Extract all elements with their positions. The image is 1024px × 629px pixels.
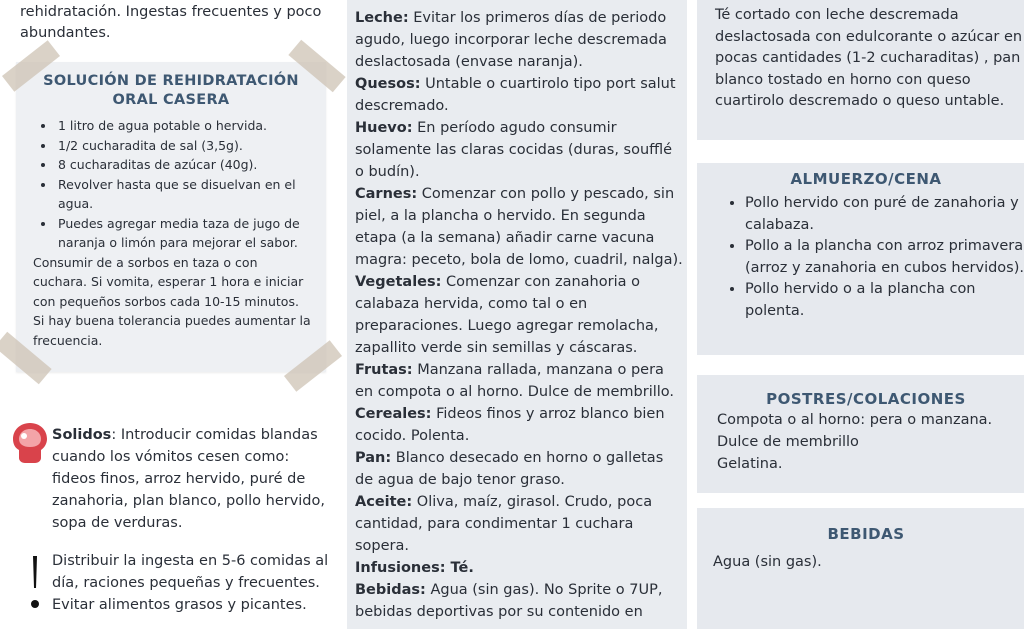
food-list	[355, 7, 683, 623]
food-text: En período agudo consumir solamente las claras cocidas (duras, soufflé o budín).	[355, 120, 673, 180]
food-item-frutas	[355, 359, 683, 403]
food-text: Comenzar con pollo y pescado, sin piel, a la plancha o hervido. En segunda etapa (a la semana) añadir carne vacuna magra: peceto, bola de lomo, cuadril, nalga).	[355, 186, 683, 268]
tip-text: Evitar alimentos grasos y picantes.	[52, 597, 307, 613]
food-label: Bebidas:	[355, 582, 426, 598]
desayuno-title	[697, 0, 1024, 2]
food-label: Leche:	[355, 10, 409, 26]
food-text: Untable o cuartirolo tipo port salut descremado.	[355, 76, 676, 114]
postres-line: Dulce de membrillo	[717, 434, 859, 450]
food-item-quesos	[355, 73, 683, 117]
list-item: • 1 litro de agua potable o hervida.	[56, 116, 326, 136]
food-text: Comenzar con zanahoria o calabaza hervida, como tal o en preparaciones. Luego agregar remolacha, zapallito verde sin semillas y cáscaras.	[355, 274, 659, 356]
postres-line: Gelatina.	[717, 456, 783, 472]
rehydration-title-line1: SOLUCIÓN DE REHIDRATACIÓN	[43, 73, 299, 89]
meat-icon	[10, 420, 50, 464]
food-label: Carnes:	[355, 186, 418, 202]
food-item-leche	[355, 7, 683, 73]
bebidas-title: BEBIDAS	[827, 525, 905, 543]
food-item-bebidas	[355, 579, 683, 623]
exclamation-icon	[30, 554, 40, 610]
rehydration-list	[16, 116, 326, 253]
solidos-text: : Introducir comidas blandas cuando los vómitos cesen como: fideos finos, arroz hervido, puré de zanahoria, plan blanco, pollo hervido, sopa de verduras.	[52, 427, 325, 531]
almuerzo-list	[697, 193, 1024, 322]
right-column	[687, 0, 1024, 629]
tips-block	[52, 550, 342, 616]
list-item: • Pollo hervido o a la plancha con polenta.	[745, 279, 1024, 322]
food-label: Pan:	[355, 450, 392, 466]
almuerzo-card	[697, 163, 1024, 355]
list-item: • Pollo hervido con puré de zanahoria y calabaza.	[745, 193, 1024, 236]
food-label: Huevo:	[355, 120, 413, 136]
food-text: Agua (sin gas). No Sprite o 7UP, bebidas deportivas por su contenido en	[355, 582, 663, 620]
postres-line: Compota o al horno: pera o manzana.	[717, 412, 993, 428]
food-label: Frutas:	[355, 362, 413, 378]
list-item: • Pollo a la plancha con arroz primavera (arroz y zanahoria en cubos hervidos).	[745, 236, 1024, 279]
intro-text: rehidratación. Ingestas frecuentes y poco abundantes.	[20, 4, 322, 41]
rehydration-title-line2: ORAL CASERA	[112, 92, 230, 108]
list-item: • Revolver hasta que se disuelvan en el agua.	[56, 175, 326, 214]
list-item: • 1/2 cucharadita de sal (3,5g).	[56, 136, 326, 156]
food-item-aceite	[355, 491, 683, 557]
solidos-paragraph	[52, 424, 337, 534]
postres-card	[697, 375, 1024, 493]
food-text: Oliva, maíz, girasol. Crudo, poca cantidad, para condimentar 1 cuchara sopera.	[355, 494, 653, 554]
food-label: Quesos:	[355, 76, 421, 92]
food-item-infusiones	[355, 557, 683, 579]
food-text: Blanco desecado en horno o galletas de agua de bajo tenor graso.	[355, 450, 664, 488]
list-item: • Puedes agregar media taza de jugo de naranja o limón para mejorar el sabor.	[56, 214, 326, 253]
food-label: Vegetales:	[355, 274, 442, 290]
bebidas-card	[697, 508, 1024, 629]
food-label: Cereales:	[355, 406, 432, 422]
food-item-cereales	[355, 403, 683, 447]
food-text: Fideos finos y arroz blanco bien cocido. Polenta.	[355, 406, 665, 444]
desayuno-card	[697, 0, 1024, 140]
postres-title: POSTRES/COLACIONES	[766, 390, 966, 408]
food-text: Evitar los primeros días de periodo agudo, luego incorporar leche descremada deslactosada (envase naranja).	[355, 10, 667, 70]
food-label: Infusiones: Té.	[355, 560, 474, 576]
food-item-carnes	[355, 183, 683, 271]
desayuno-text: Té cortado con leche descremada deslactosada con edulcorante o azúcar en pocas cantidades (1-2 cucharaditas) , pan blanco tostado en horno con queso cuartirolo descremado o queso untable.	[715, 7, 1023, 109]
rehydration-note	[16, 62, 326, 372]
list-item: • 8 cucharaditas de azúcar (40g).	[56, 155, 326, 175]
rehydration-title	[16, 72, 326, 110]
food-text: Manzana rallada, manzana o pera en compota o al horno. Dulce de membrillo.	[355, 362, 675, 400]
almuerzo-title: ALMUERZO/CENA	[790, 170, 942, 188]
solidos-label: Solidos	[52, 427, 112, 443]
bebidas-text: Agua (sin gas).	[713, 554, 822, 570]
food-label: Aceite:	[355, 494, 413, 510]
food-item-huevo	[355, 117, 683, 183]
rehydration-instructions: Consumir de a sorbos en taza o con cuchara. Si vomita, esperar 1 hora e iniciar con pequeños sorbos cada 10-15 minutos. Si hay buena tolerancia puedes aumentar la frecuencia.	[33, 254, 311, 348]
left-column	[0, 0, 345, 629]
food-item-pan	[355, 447, 683, 491]
tip-text: Distribuir la ingesta en 5-6 comidas al día, raciones pequeñas y frecuentes.	[52, 553, 329, 591]
food-item-vegetales	[355, 271, 683, 359]
middle-column	[347, 0, 687, 629]
